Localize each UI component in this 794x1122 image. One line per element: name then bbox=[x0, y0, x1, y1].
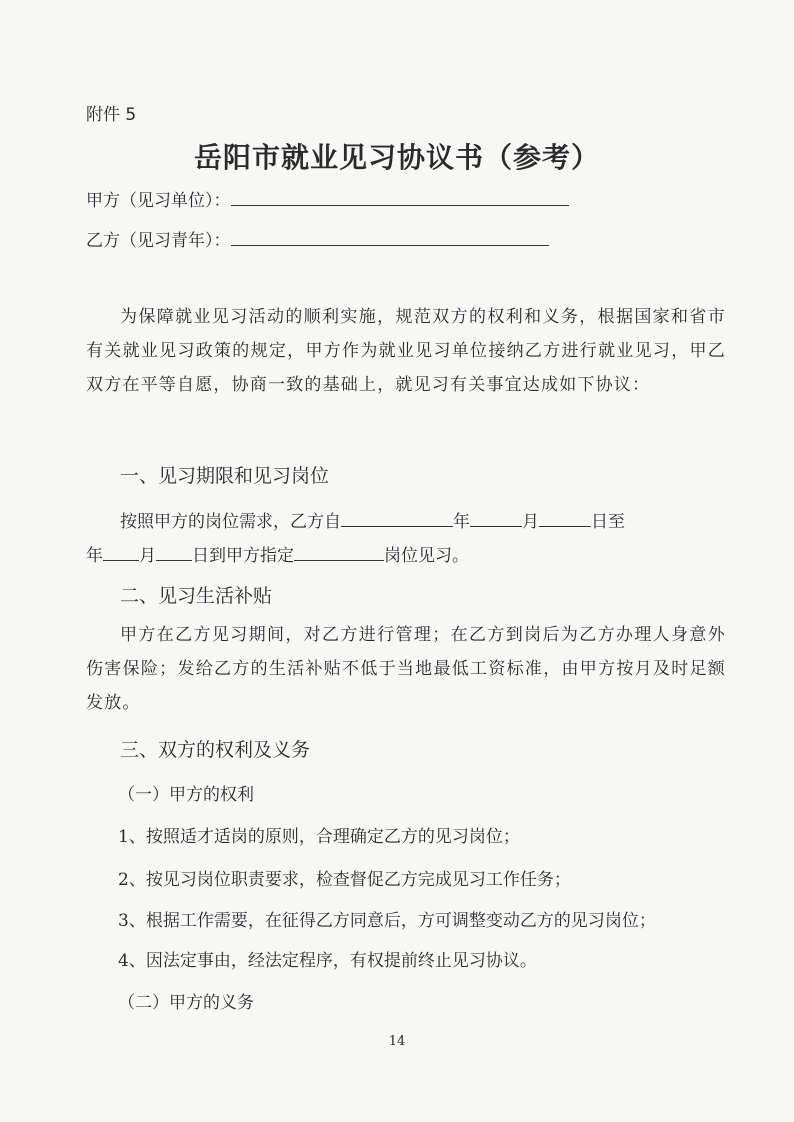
party-b-label: 乙方（见习青年）： bbox=[86, 231, 231, 251]
party-a-blank bbox=[231, 189, 569, 206]
document-title: 岳阳市就业见习协议书（参考） bbox=[193, 141, 600, 174]
preamble-paragraph: 为保障就业见习活动的顺利实施，规范双方的权利和义务，根据国家和省市有关就业见习政策的规定，甲方作为就业见习单位接纳乙方进行就业见习，甲乙双方在平等自愿，协商一致的基础上，就见习有关事宜达成如下协议： bbox=[86, 307, 726, 395]
section-2-heading: 二、见习生活补贴 bbox=[120, 585, 273, 607]
party-b-row bbox=[86, 226, 549, 251]
section-3-heading: 三、双方的权利及义务 bbox=[120, 739, 311, 761]
day-to-text: 日至 bbox=[591, 512, 625, 532]
party-a-rights-subheading: （一）甲方的权利 bbox=[118, 785, 254, 805]
party-b-blank bbox=[231, 229, 549, 246]
section-1-heading: 一、见习期限和见习岗位 bbox=[120, 465, 330, 487]
end-year-text: 年 bbox=[86, 546, 103, 566]
page-number: 14 bbox=[388, 1034, 406, 1049]
section-2-paragraph: 甲方在乙方见习期间，对乙方进行管理；在乙方到岗后为乙方办理人身意外伤害保险；发给乙方的生活补贴不低于当地最低工资标准，由甲方按月及时足额发放。 bbox=[86, 625, 726, 713]
position-text: 岗位见习。 bbox=[384, 546, 469, 566]
position-blank bbox=[294, 544, 384, 561]
period-start-text: 按照甲方的岗位需求，乙方自 bbox=[120, 512, 341, 532]
rights-item: 3、根据工作需要，在征得乙方同意后，方可调整变动乙方的见习岗位； bbox=[118, 911, 656, 931]
rights-item: 4、因法定事由，经法定程序，有权提前终止见习协议。 bbox=[118, 951, 537, 971]
party-a-label: 甲方（见习单位）： bbox=[86, 191, 231, 211]
party-a-row bbox=[86, 186, 569, 211]
section-1-line-1 bbox=[120, 507, 625, 532]
assigned-text: 日到甲方指定 bbox=[192, 546, 294, 566]
party-a-duties-subheading: （二）甲方的义务 bbox=[118, 993, 254, 1013]
rights-item: 1、按照适才适岗的原则，合理确定乙方的见习岗位； bbox=[118, 827, 520, 847]
end-day-blank bbox=[156, 544, 192, 561]
rights-item: 2、按见习岗位职责要求，检查督促乙方完成见习工作任务； bbox=[118, 870, 571, 890]
end-month-text: 月 bbox=[139, 546, 156, 566]
attachment-label: 附件 5 bbox=[86, 105, 137, 125]
start-month-blank bbox=[470, 510, 522, 527]
end-month-blank bbox=[103, 544, 139, 561]
start-day-blank bbox=[539, 510, 591, 527]
section-1-line-2 bbox=[86, 541, 469, 566]
year-text: 年 bbox=[453, 512, 470, 532]
start-year-blank bbox=[341, 510, 453, 527]
month-text: 月 bbox=[522, 512, 539, 532]
